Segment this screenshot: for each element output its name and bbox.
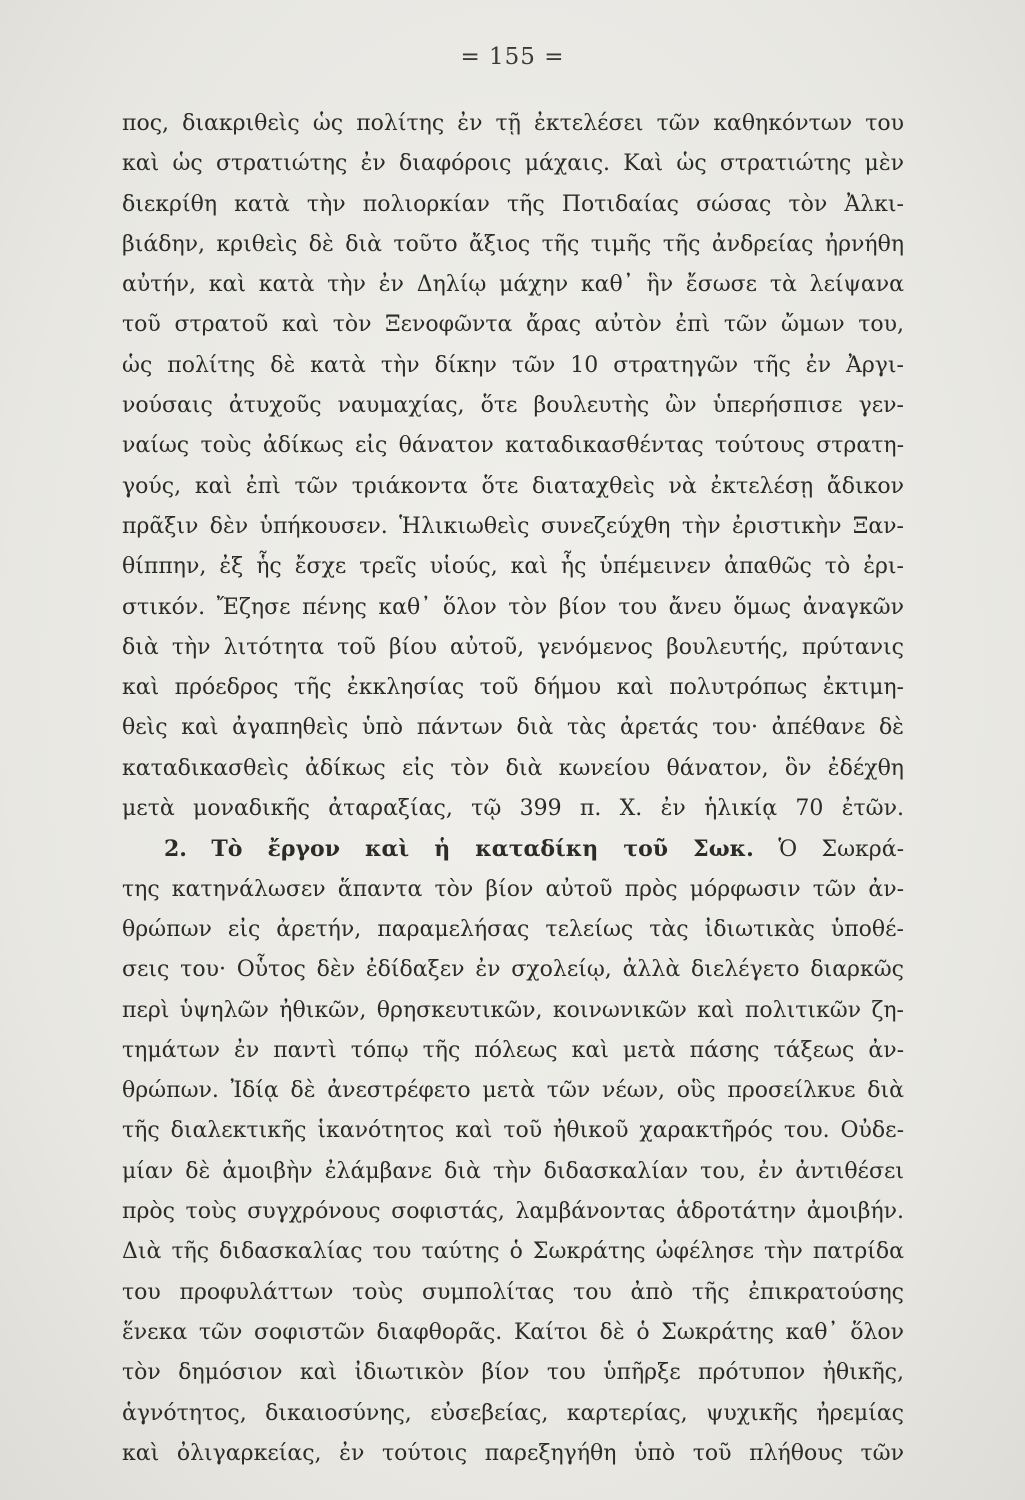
text-line: πρᾶξιν δὲν ὑπήκουσεν. Ἡλικιωθεὶς συνεζεύχθη τὴν ἐριστικὴν Ξαν- xyxy=(122,513,904,539)
section-heading-line xyxy=(122,829,904,869)
text-line: του προφυλάττων τοὺς συμπολίτας του ἀπὸ τῆς ἐπικρατούσης xyxy=(122,1279,904,1305)
text-line: πρὸς τοὺς συγχρόνους σοφιστάς, λαμβάνοντας ἁδροτάτην ἀμοιβήν. xyxy=(122,1199,904,1225)
text-line: ναίως τοὺς ἀδίκως εἰς θάνατον καταδικασθέντας τούτους στρατη- xyxy=(122,433,904,459)
text-line: θεὶς καὶ ἀγαπηθεὶς ὑπὸ πάντων διὰ τὰς ἀρετάς του· ἀπέθανε δὲ xyxy=(122,715,904,741)
section-first-words: Ὁ Σωκρά- xyxy=(778,837,905,863)
text-line: σεις του· Οὗτος δὲν ἐδίδαξεν ἐν σχολείῳ, ἀλλὰ διελέγετο διαρκῶς xyxy=(122,957,904,983)
text-line: καὶ ὡς στρατιώτης ἐν διαφόροις μάχαις. Καὶ ὡς στρατιώτης μὲν xyxy=(122,151,904,177)
text-line: βιάδην, κριθεὶς δὲ διὰ τοῦτο ἄξιος τῆς τιμῆς τῆς ἀνδρείας ἠρνήθη xyxy=(122,231,904,257)
page-number: = 155 = xyxy=(460,44,565,70)
text-line: μετὰ μοναδικῆς ἀταραξίας, τῷ 399 π. Χ. ἐν ἡλικίᾳ 70 ἐτῶν. xyxy=(122,796,904,822)
text-line: στικόν. Ἔζησε πένης καθ᾽ ὅλον τὸν βίον του ἄνευ ὅμως ἀναγκῶν xyxy=(122,594,904,620)
text-line: τημάτων ἐν παντὶ τόπῳ τῆς πόλεως καὶ μετὰ πάσης τάξεως ἀν- xyxy=(122,1037,904,1063)
text-line: καταδικασθεὶς ἀδίκως εἰς τὸν διὰ κωνείου θάνατον, ὃν ἐδέχθη xyxy=(122,755,904,781)
text-line: θρώπων. Ἰδίᾳ δὲ ἀνεστρέφετο μετὰ τῶν νέων, οὓς προσείλκυε διὰ xyxy=(122,1078,904,1104)
text-line: ἁγνότητος, δικαιοσύνης, εὐσεβείας, καρτερίας, ψυχικῆς ἠρεμίας xyxy=(122,1400,904,1426)
body-text xyxy=(122,104,904,1474)
text-line: διεκρίθη κατὰ τὴν πολιορκίαν τῆς Ποτιδαίας σώσας τὸν Ἀλκι- xyxy=(122,191,904,217)
text-line: περὶ ὑψηλῶν ἠθικῶν, θρησκευτικῶν, κοινωνικῶν καὶ πολιτικῶν ζη- xyxy=(122,997,904,1023)
text-line: μίαν δὲ ἀμοιβὴν ἐλάμβανε διὰ τὴν διδασκαλίαν του, ἐν ἀντιθέσει xyxy=(122,1158,904,1184)
text-line: γούς, καὶ ἐπὶ τῶν τριάκοντα ὅτε διαταχθεὶς νὰ ἐκτελέσῃ ἄδικον xyxy=(122,473,904,499)
text-line: τῆς διαλεκτικῆς ἱκανότητος καὶ τοῦ ἠθικοῦ χαρακτῆρός του. Οὐδε- xyxy=(122,1118,904,1144)
text-line: διὰ τὴν λιτότητα τοῦ βίου αὐτοῦ, γενόμενος βουλευτής, πρύτανις xyxy=(122,634,904,660)
text-line: καὶ πρόεδρος τῆς ἐκκλησίας τοῦ δήμου καὶ πολυτρόπως ἐκτιμη- xyxy=(122,675,904,701)
section-number: 2. xyxy=(164,836,187,863)
text-line: καὶ ὀλιγαρκείας, ἐν τούτοις παρεξηγήθη ὑπὸ τοῦ πλήθους τῶν xyxy=(122,1440,904,1466)
text-line: αὐτήν, καὶ κατὰ τὴν ἐν Δηλίῳ μάχην καθ᾽ ἣν ἔσωσε τὰ λείψανα xyxy=(122,272,904,298)
text-line: τὸν δημόσιον καὶ ἰδιωτικὸν βίον του ὑπῆρξε πρότυπον ἠθικῆς, xyxy=(122,1360,904,1386)
text-line: ἕνεκα τῶν σοφιστῶν διαφθορᾶς. Καίτοι δὲ ὁ Σωκράτης καθ᾽ ὅλον xyxy=(122,1319,904,1345)
text-line: τοῦ στρατοῦ καὶ τὸν Ξενοφῶντα ἄρας αὐτὸν ἐπὶ τῶν ὤμων του, xyxy=(122,312,904,338)
text-line: της κατηνάλωσεν ἅπαντα τὸν βίον αὐτοῦ πρὸς μόρφωσιν τῶν ἀν- xyxy=(122,876,904,902)
text-line: θίππην, ἐξ ἧς ἔσχε τρεῖς υἱούς, καὶ ἧς ὑπέμεινεν ἀπαθῶς τὸ ἐρι- xyxy=(122,554,904,580)
text-line: θρώπων εἰς ἀρετήν, παραμελήσας τελείως τὰς ἰδιωτικὰς ὑποθέ- xyxy=(122,916,904,942)
section-title: Τὸ ἔργον καὶ ἡ καταδίκη τοῦ Σωκ. xyxy=(211,836,754,863)
text-line: ὡς πολίτης δὲ κατὰ τὴν δίκην τῶν 10 στρατηγῶν τῆς ἐν Ἀργι- xyxy=(122,352,904,378)
text-line: πος, διακριθεὶς ὡς πολίτης ἐν τῇ ἐκτελέσει τῶν καθηκόντων του xyxy=(122,111,904,136)
text-line: νούσαις ἀτυχοῦς ναυμαχίας, ὅτε βουλευτὴς ὢν ὑπερήσπισε γεν- xyxy=(122,393,904,419)
text-line: Διὰ τῆς διδασκαλίας του ταύτης ὁ Σωκράτης ὠφέλησε τὴν πατρίδα xyxy=(122,1239,904,1265)
